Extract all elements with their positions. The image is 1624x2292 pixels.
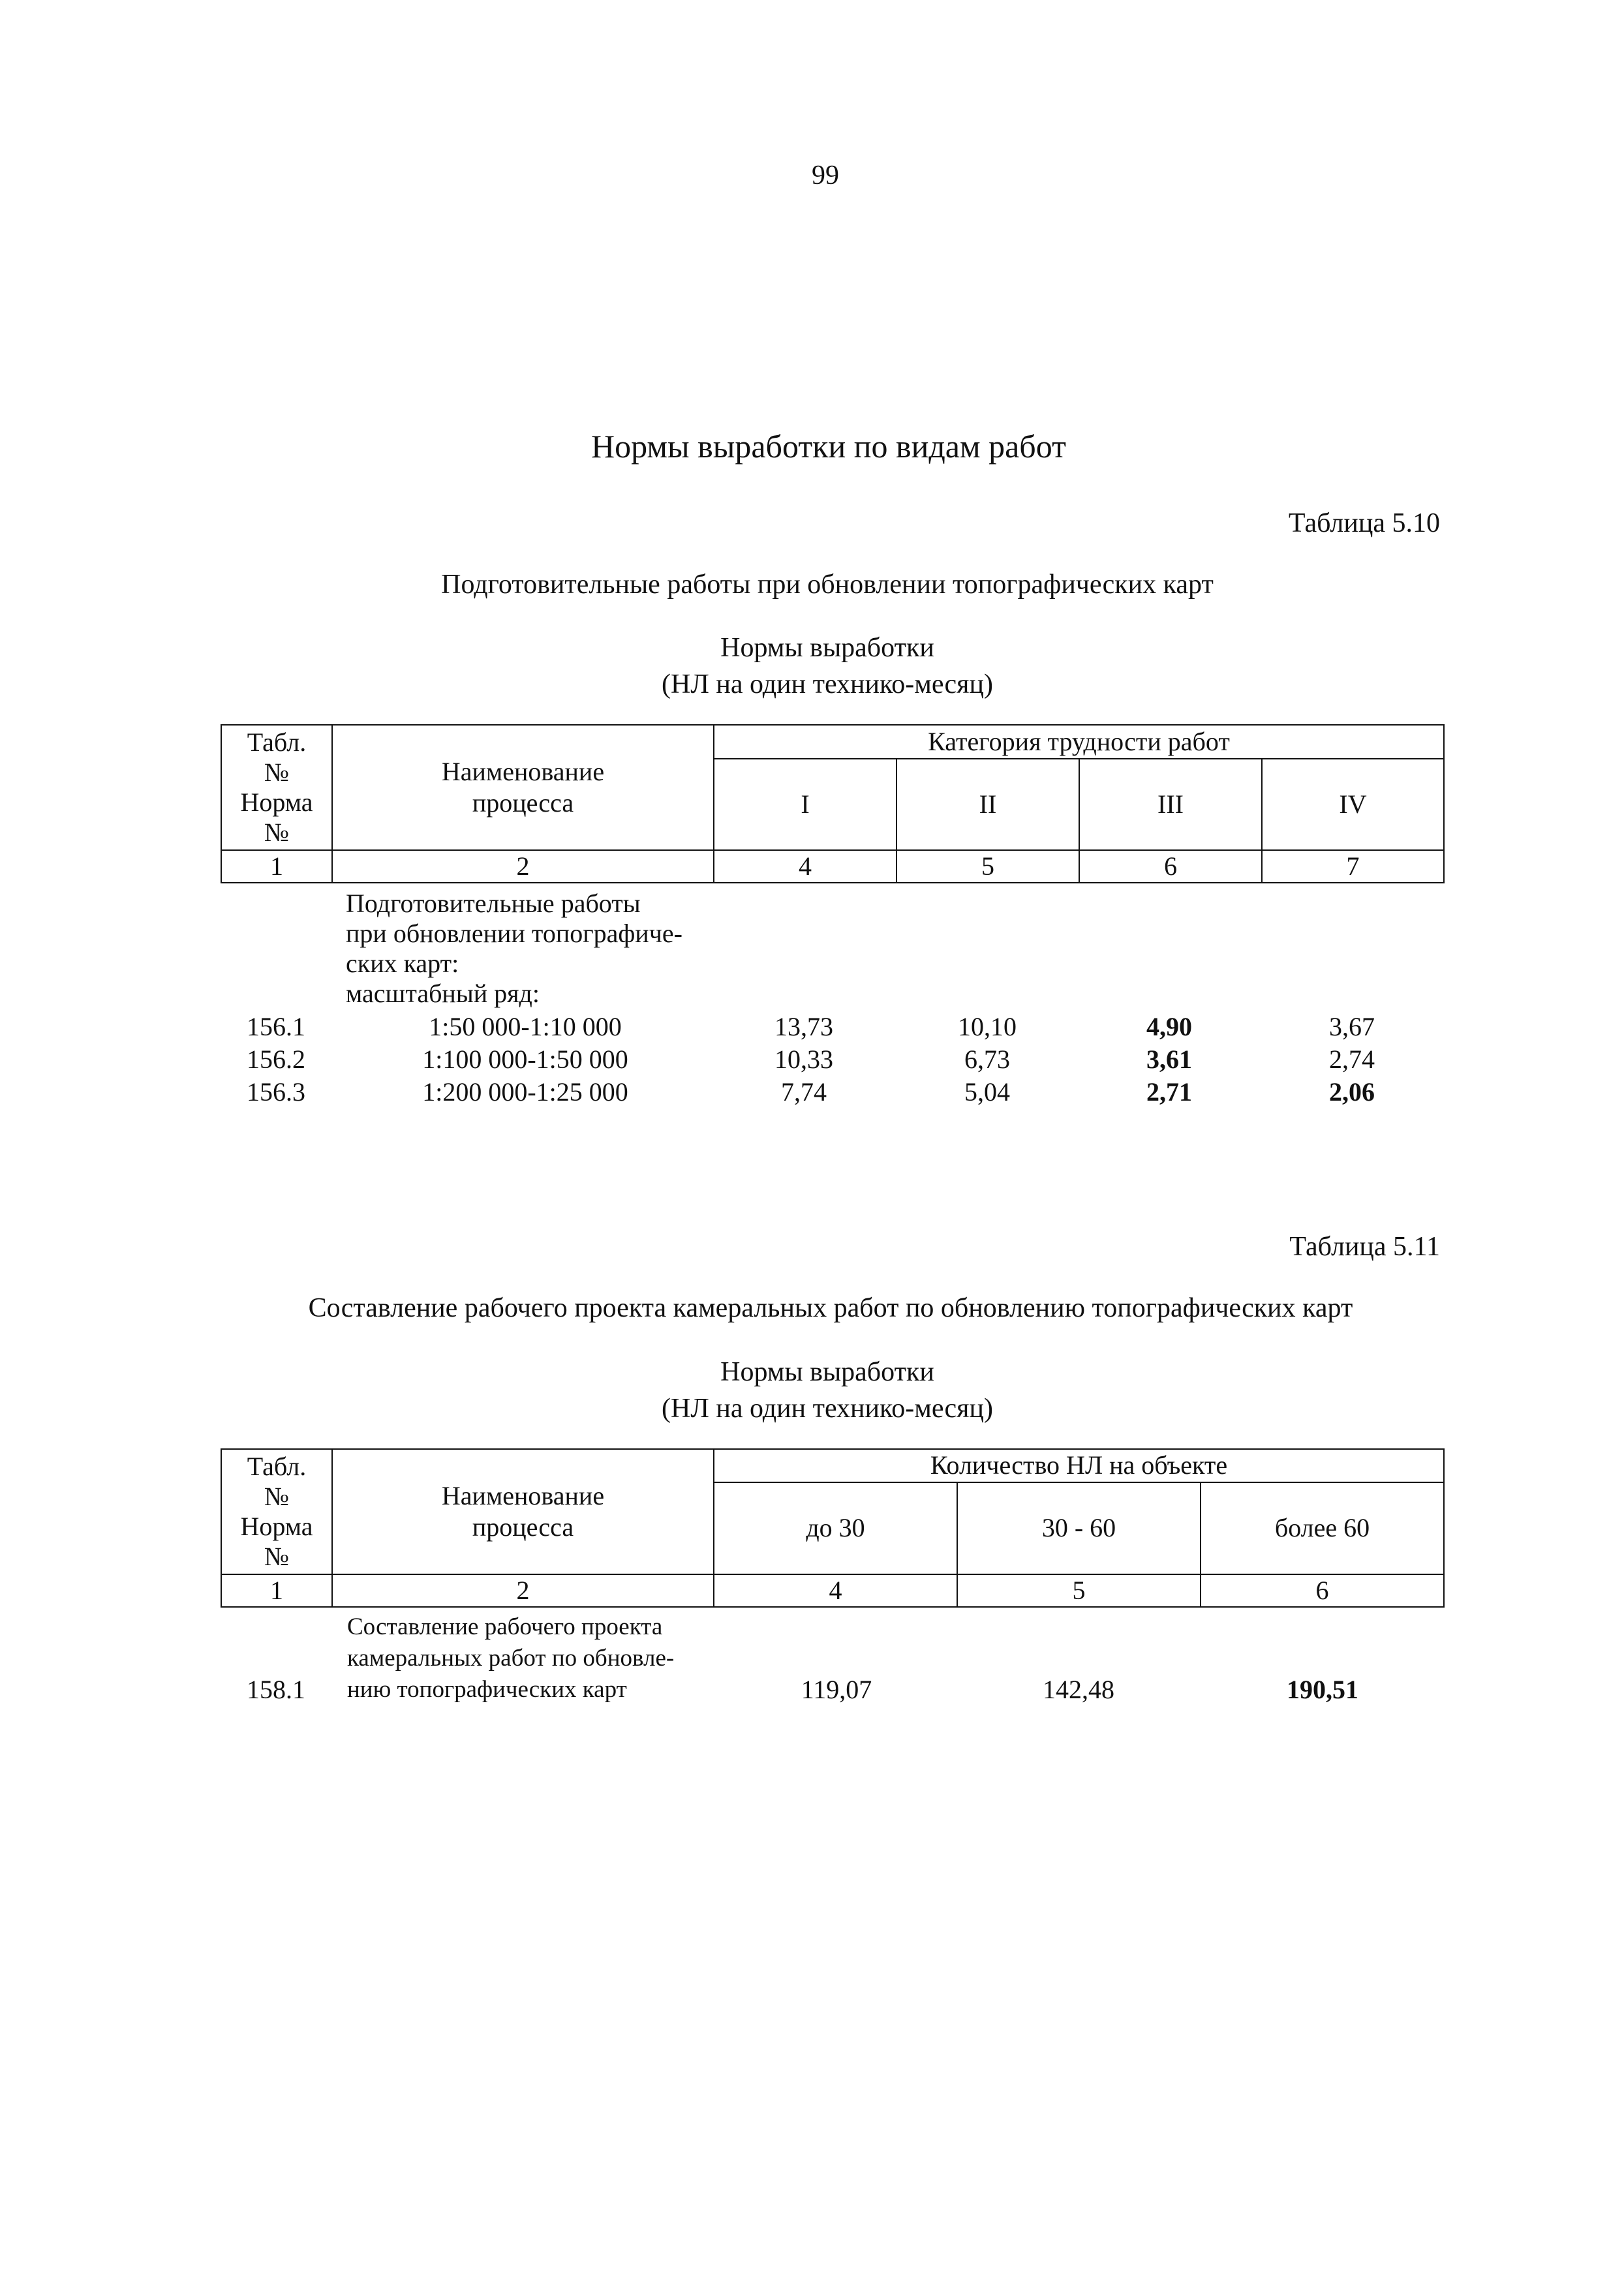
header-text: № — [264, 757, 290, 787]
row-value-cat1: 13,73 — [774, 1012, 833, 1041]
row-value-cat4: 3,67 — [1329, 1012, 1375, 1041]
row-number: 158.1 — [247, 1675, 305, 1704]
table-row — [0, 1077, 1624, 1108]
header-process-name — [332, 1449, 714, 1574]
header-text: № — [264, 817, 290, 847]
table-label-5-10: Таблица 5.10 — [1288, 508, 1440, 538]
row-scale: 1:50 000-1:10 000 — [429, 1012, 622, 1041]
table1-description — [346, 889, 682, 1009]
table-label-5-11: Таблица 5.11 — [1289, 1232, 1440, 1262]
table-row — [0, 1674, 1624, 1705]
row-value-cat3: 3,61 — [1146, 1045, 1192, 1074]
desc-line: нию топографических карт — [347, 1676, 627, 1703]
row-scale: 1:100 000-1:50 000 — [422, 1045, 628, 1074]
table-row — [0, 1044, 1624, 1075]
row-value-cat3: 4,90 — [1146, 1012, 1192, 1041]
table2-subtitle: Составление рабочего проекта камеральных работ по обновлению топографических карт — [308, 1293, 1353, 1323]
row-value-cat4: 2,74 — [1329, 1045, 1375, 1074]
header-text: Норма — [240, 787, 313, 817]
col-num: 5 — [896, 850, 1079, 883]
row-value-cat4: 2,06 — [1329, 1077, 1375, 1107]
row-value-over-60: 190,51 — [1287, 1675, 1358, 1704]
row-value-cat1: 7,74 — [781, 1077, 827, 1107]
col-num: 4 — [714, 850, 896, 883]
header-text: Табл. — [247, 727, 307, 757]
header-cat-2: II — [896, 759, 1079, 850]
header-text: Наименование — [441, 757, 605, 786]
table1-norms-line1: Нормы выработки — [720, 633, 934, 663]
header-30-60: 30 - 60 — [957, 1482, 1201, 1574]
desc-line: Подготовительные работы — [346, 889, 641, 918]
row-number: 156.3 — [247, 1077, 305, 1107]
header-text: процесса — [472, 788, 574, 817]
row-number: 156.2 — [247, 1045, 305, 1074]
table1-norms-caption — [662, 630, 993, 703]
header-text: Табл. — [247, 1452, 307, 1481]
row-value-cat3: 2,71 — [1146, 1077, 1192, 1107]
table2-header — [221, 1448, 1445, 1608]
header-difficulty-category: Категория трудности работ — [714, 725, 1444, 759]
table1-header — [221, 724, 1445, 883]
main-title: Нормы выработки по видам работ — [591, 428, 1066, 465]
desc-line: Составление рабочего проекта — [347, 1613, 663, 1640]
table-row — [0, 1011, 1624, 1043]
row-scale: 1:200 000-1:25 000 — [422, 1077, 628, 1107]
header-table-no — [221, 725, 332, 850]
page-number: 99 — [812, 160, 839, 191]
header-text: Норма — [240, 1512, 313, 1541]
header-process-name — [332, 725, 714, 850]
col-num: 6 — [1201, 1574, 1444, 1607]
header-up-to-30: до 30 — [714, 1482, 957, 1574]
col-num: 1 — [221, 850, 332, 883]
row-value-cat2: 5,04 — [964, 1077, 1010, 1107]
table2-norms-line1: Нормы выработки — [720, 1357, 934, 1387]
row-value-30-60: 142,48 — [1043, 1675, 1114, 1704]
header-cat-1: I — [714, 759, 896, 850]
desc-line: ских карт: — [346, 949, 459, 978]
header-text: Наименование — [441, 1481, 605, 1510]
table1-subtitle: Подготовительные работы при обновлении топографических карт — [441, 570, 1214, 600]
header-cat-3: III — [1079, 759, 1262, 850]
desc-line: масштабный ряд: — [346, 979, 540, 1008]
col-num: 1 — [221, 1574, 332, 1607]
row-value-cat1: 10,33 — [774, 1045, 833, 1074]
col-num: 4 — [714, 1574, 957, 1607]
desc-line: камеральных работ по обновле- — [347, 1645, 675, 1672]
header-text: № — [264, 1542, 290, 1571]
header-table-no — [221, 1449, 332, 1574]
header-text: № — [264, 1482, 290, 1511]
row-value-cat2: 10,10 — [958, 1012, 1017, 1041]
col-num: 6 — [1079, 850, 1262, 883]
col-num: 5 — [957, 1574, 1201, 1607]
row-number: 156.1 — [247, 1012, 305, 1041]
table1-norms-line2: (НЛ на один технико-месяц) — [662, 669, 993, 699]
header-over-60: более 60 — [1201, 1482, 1444, 1574]
col-num: 2 — [332, 1574, 714, 1607]
header-cat-4: IV — [1262, 759, 1444, 850]
row-value-cat2: 6,73 — [964, 1045, 1010, 1074]
header-text: процесса — [472, 1512, 574, 1542]
col-num: 7 — [1262, 850, 1444, 883]
desc-line: при обновлении топографиче- — [346, 919, 682, 948]
table2-norms-caption — [662, 1354, 993, 1427]
col-num: 2 — [332, 850, 714, 883]
header-nl-count: Количество НЛ на объекте — [714, 1449, 1444, 1482]
row-value-up-to-30: 119,07 — [801, 1675, 872, 1704]
table2-norms-line2: (НЛ на один технико-месяц) — [662, 1394, 993, 1424]
